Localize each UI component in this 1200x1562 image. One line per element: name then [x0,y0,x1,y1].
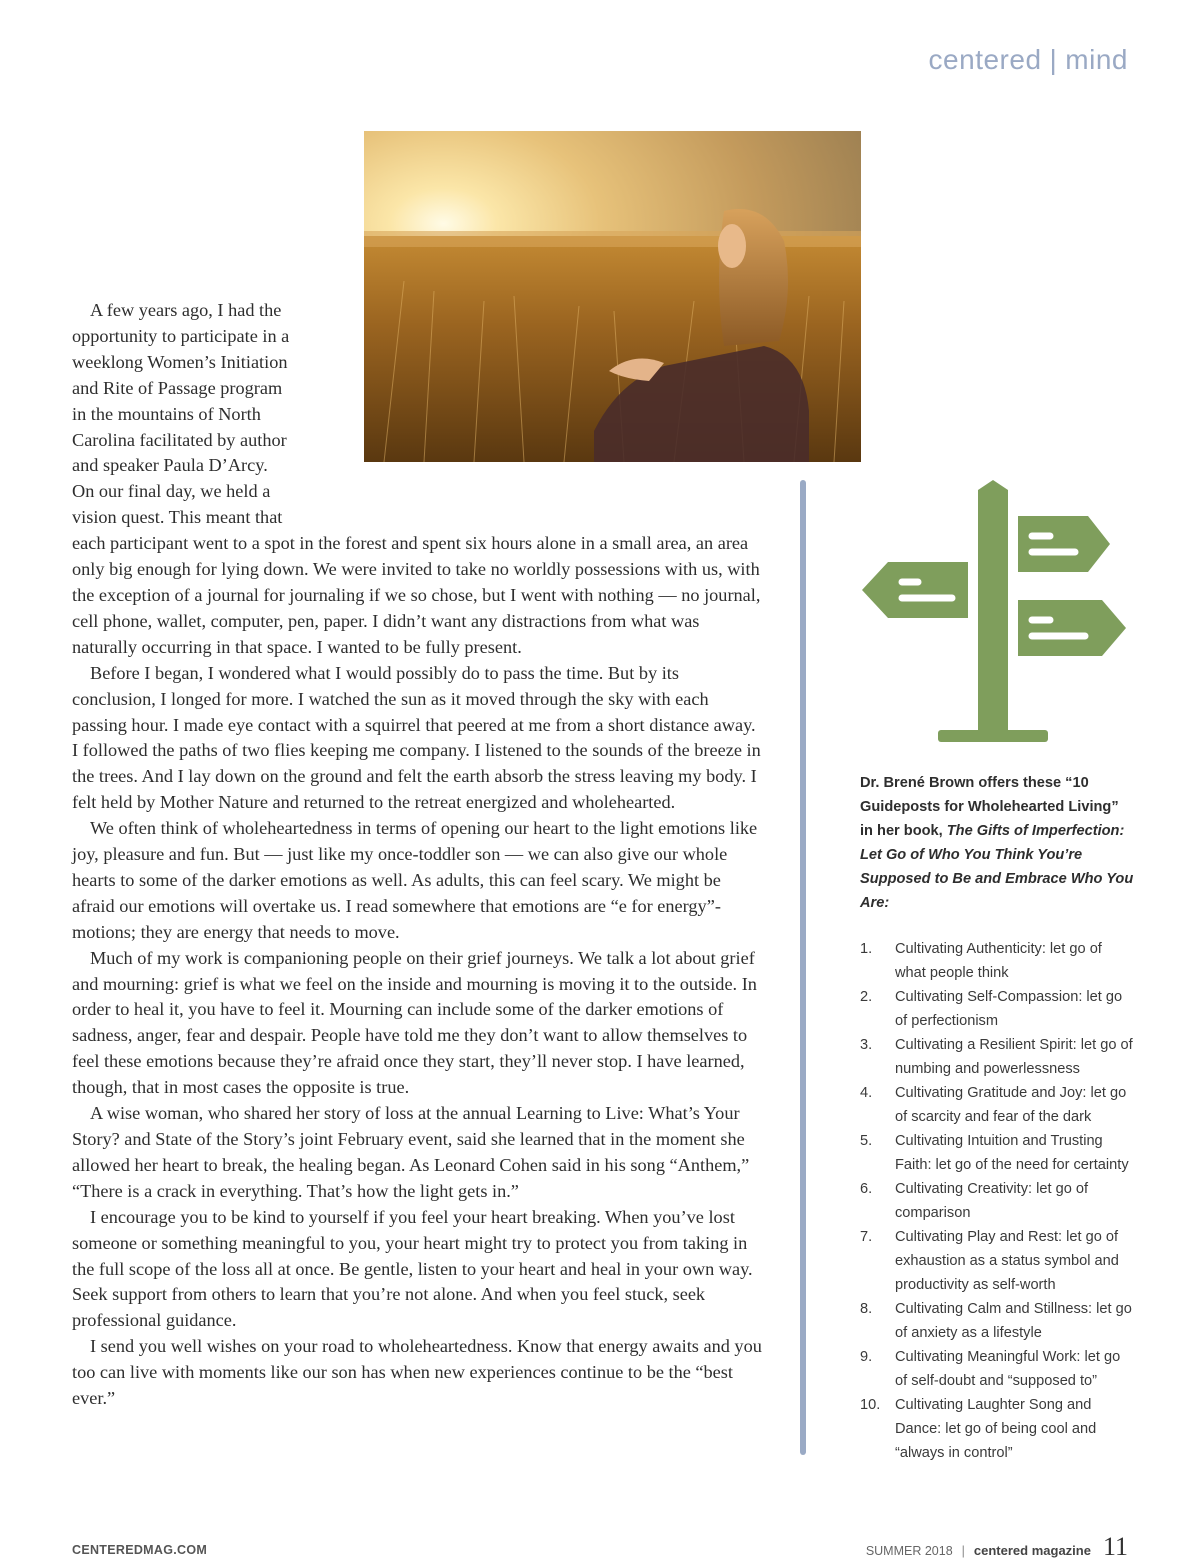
list-item [860,985,1135,1033]
section-tag [929,44,1128,76]
list-item [860,1297,1135,1345]
list-item [860,1033,1135,1081]
list-number: 6. [860,1181,873,1197]
footer-issue: SUMMER 2018 [865,1544,953,1558]
list-item [860,1225,1135,1297]
section-tag-separator: | [1049,44,1058,75]
list-number: 5. [860,1133,873,1149]
sidebar-intro [860,771,1135,915]
guideposts-list [860,937,1135,1465]
article-paragraph: A wise woman, who shared her story of loss at the annual Learning to Live: What’s Your Story? and State of the Story’s joint February event, said she learned that in the moment she allowed her heart to break, the healing began. As Leonard Cohen said in his song “Anthem,” “There is a crack in everything. That’s how the light gets in.” [72,1103,750,1201]
article-body [72,298,762,1412]
list-text: Cultivating Laughter Song and Dance: let go of being cool and “always in control” [895,1397,1097,1461]
article-paragraph: I send you well wishes on your road to wholeheartedness. Know that energy awaits and you too can live with moments like our son has when new experiences continue to be the “best ever.” [72,1336,762,1409]
list-number: 8. [860,1301,873,1317]
list-text: Cultivating Gratitude and Joy: let go of scarcity and fear of the dark [895,1085,1127,1125]
list-item [860,1081,1135,1129]
article-paragraph: Much of my work is companioning people on their grief journeys. We talk a lot about grief and mourning: grief is what we feel on the inside and mourning is moving it to the outside. In order to heal it, you have to feel it. Mourning can include some of the darker emotions of sadness, anger, fear and despair. People have told me they don’t want to allow themselves to feel these emotions because they’re afraid once they start, they’ll never stop. I have learned, though, that in most cases the opposite is true. [72,947,757,1098]
section-tag-right: mind [1065,44,1128,75]
list-item [860,1177,1135,1225]
list-item [860,1129,1135,1177]
article-paragraph: I encourage you to be kind to yourself if you feel your heart breaking. When you’ve lost someone or something meaningful to you, your heart might try to protect you from taking in the full scope of the loss all at once. Be gentle, listen to your heart and heal in your own way. Seek support from others to learn that you’re not alone. And when you feel stuck, seek professional guidance. [72,1206,753,1331]
list-text: Cultivating Authenticity: let go of what people think [895,941,1102,981]
list-number: 4. [860,1085,873,1101]
article-paragraph: Before I began, I wondered what I would possibly do to pass the time. But by its conclusion, I longed for more. I watched the sun as it moved through the sky with each passing hour. I made eye contact with a squirrel that peered at me from a short distance away. I followed the paths of two flies keeping me company. I listened to the sounds of the breeze in the trees. And I lay down on the ground and felt the earth absorb the stress leaving my body. I felt held by Mother Nature and returned to the retreat energized and wholehearted. [72,662,761,813]
list-number: 10. [860,1397,881,1413]
footer-magazine-name: centered magazine [973,1543,1091,1558]
list-number: 9. [860,1349,873,1365]
list-text: Cultivating Self-Compassion: let go of perfectionism [895,989,1123,1029]
list-number: 3. [860,1037,873,1053]
list-text: Cultivating Intuition and Trusting Faith: let go of the need for certainty [895,1133,1129,1173]
article-paragraph: We often think of wholeheartedness in terms of opening our heart to the light emotions like joy, pleasure and fun. But — just like my once-toddler son — we can also give our whole hearts to some of the darker emotions as well. As adults, this can feel scary. We might be afraid our emotions will overtake us. I read somewhere that emotions are “e for energy”-motions; they are energy that needs to move. [72,818,758,942]
list-item [860,1345,1135,1393]
guideposts-sidebar [860,771,1135,1465]
sidebar-book-title: The Gifts of Imperfection: Let Go of Who You Think You’re Supposed to Be and Embrace Who You Are: [860,823,1134,911]
section-tag-left: centered [928,44,1042,75]
list-number: 7. [860,1229,873,1245]
signpost-icon [860,478,1130,744]
footer-site-url: CENTEREDMAG.COM [72,1543,208,1557]
footer-separator: | [961,1544,965,1558]
column-divider [800,480,806,1455]
list-item [860,1393,1135,1465]
list-number: 2. [860,989,873,1005]
list-text: Cultivating a Resilient Spirit: let go of numbing and powerlessness [895,1037,1133,1077]
article-paragraph: A few years ago, I had the opportunity to participate in a weeklong Women’s Initiation and Rite of Passage program in the mountains of North Carolina facilitated by author and speaker Paula D’Arcy. On our final day, we held a vision quest. This meant that each participant went to a spot in the forest and spent six hours alone in a small area, an area only big enough for lying down. We were invited to take no worldly possessions with us, with the exception of a journal for journaling if we so chose, but I went with nothing — no journal, cell phone, wallet, computer, pen, paper. I didn’t want any distractions from what was naturally occurring in that space. I wanted to be fully present. [72,300,761,657]
list-item [860,937,1135,985]
list-text: Cultivating Creativity: let go of comparison [895,1181,1089,1221]
list-text: Cultivating Meaningful Work: let go of self-doubt and “supposed to” [895,1349,1121,1389]
page-number: 11 [1102,1532,1128,1561]
sidebar-intro-text: Dr. Brené Brown offers these “10 Guideposts for Wholehearted Living” in her book, [860,775,1119,839]
list-number: 1. [860,941,873,957]
list-text: Cultivating Play and Rest: let go of exhaustion as a status symbol and productivity as self-worth [895,1229,1119,1293]
list-text: Cultivating Calm and Stillness: let go of anxiety as a lifestyle [895,1301,1132,1341]
